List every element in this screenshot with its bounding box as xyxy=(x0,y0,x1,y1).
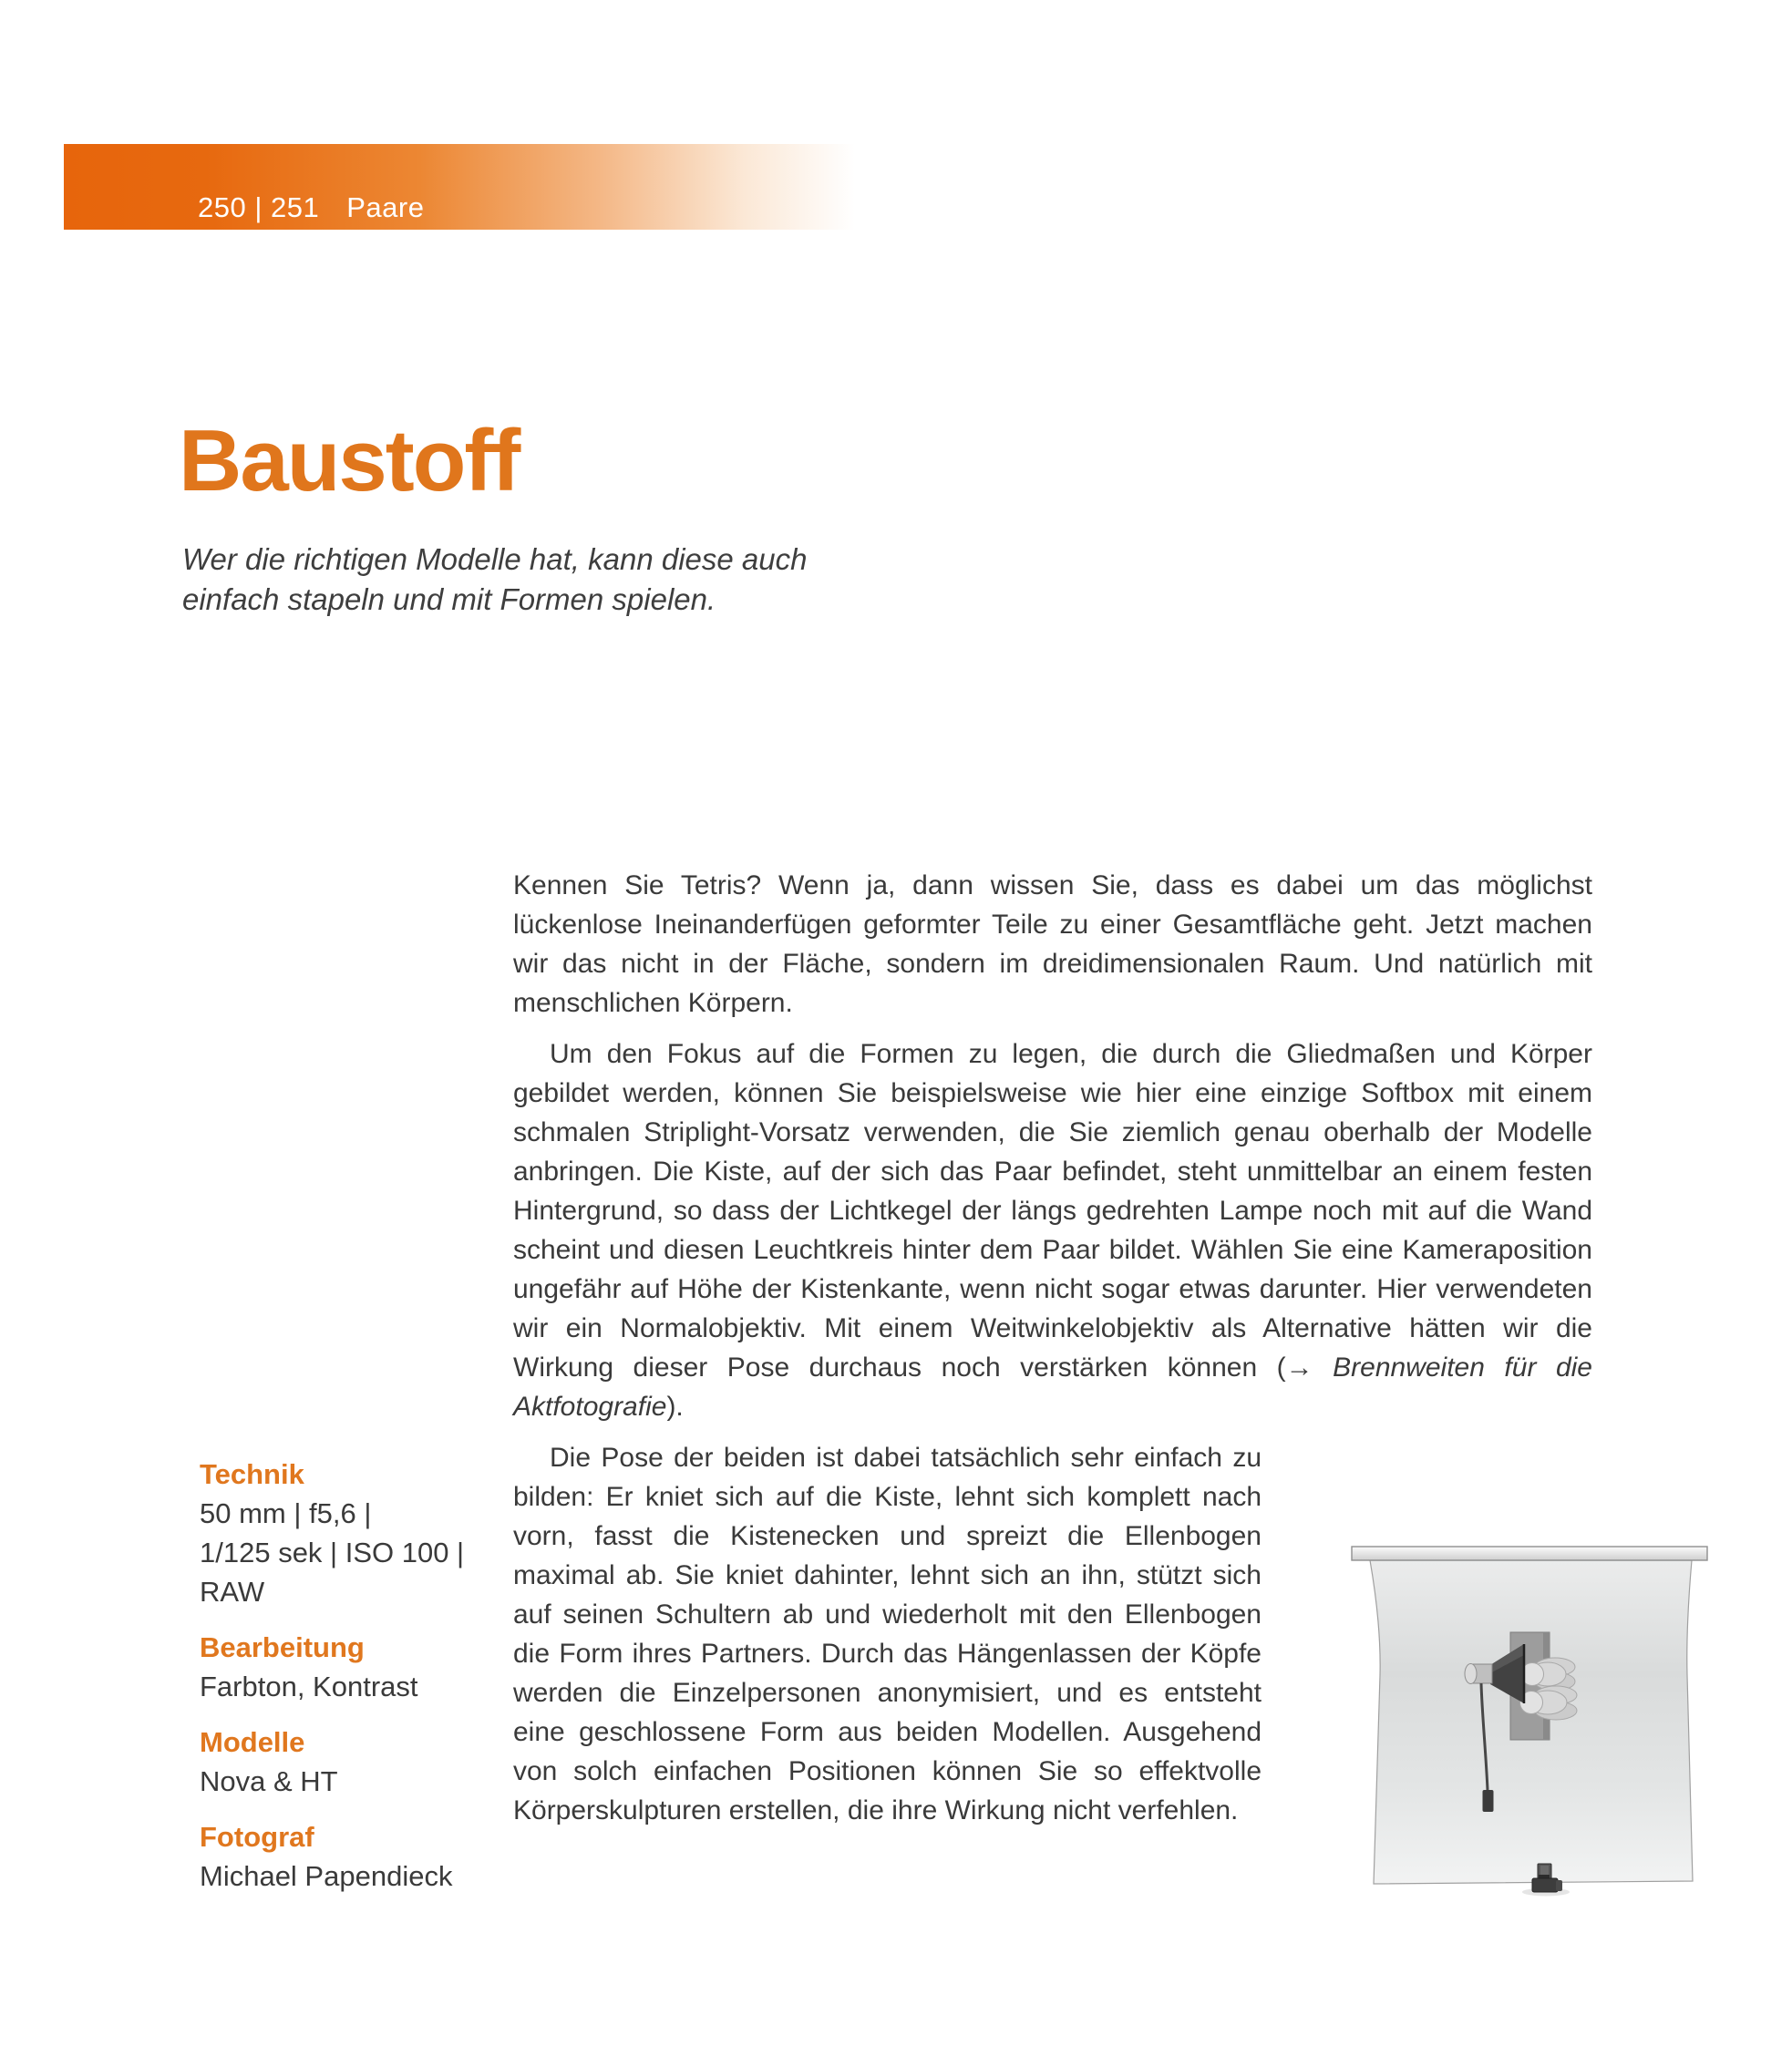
sidebar xyxy=(200,1455,514,1912)
sidebar-label: Technik xyxy=(200,1458,304,1490)
sidebar-value: 50 mm | f5,6 | xyxy=(200,1497,372,1529)
body-column xyxy=(513,866,1592,1924)
sidebar-value: 1/125 sek | ISO 100 | xyxy=(200,1537,465,1568)
sidebar-section-bearbeitung xyxy=(200,1628,514,1706)
subtitle xyxy=(182,540,807,620)
sidebar-value: Farbton, Kontrast xyxy=(200,1671,418,1702)
sidebar-section-modelle xyxy=(200,1722,514,1801)
paragraph-1: Kennen Sie Tetris? Wenn ja, dann wissen Sie, dass es dabei um das möglichst lückenlose Ineinanderfügen geformter Teile zu einer Gesamtfläche geht. Jetzt machen wir das nicht in der Fläche, sondern im dreidimensionalen Raum. Und natürlich mit menschlichen Körpern. xyxy=(513,870,1592,1018)
header-bar xyxy=(64,144,855,230)
page-title: Baustoff xyxy=(179,412,520,509)
paragraph-2-end: ). xyxy=(666,1392,684,1422)
paragraph-3-text: Die Pose der beiden ist dabei tatsächlich sehr einfach zu bilden: Er kniet sich auf die Kiste, lehnt sich komplett nach vorn, fasst die Kistenecken und spreizt die Ellenbogen maximal ab. Sie kniet dahinter, lehnt sich an ihn, stützt sich auf seinen Schultern ab und wiederholt mit den Ellenbogen die Form ihres Partners. Durch das Hängenlassen der Köpfe werden die Einzelpersonen anonymisiert, und es entsteht eine geschlossene Form aus beiden Modellen. Ausgehend von solch einfachen Positionen können Sie so effektvolle Körperskulpturen erstellen, die ihre Wirkung nicht verfehlen. xyxy=(513,1443,1262,1825)
paragraph-3 xyxy=(513,1438,1592,1830)
cross-reference: Brennweiten für die Aktfotografie xyxy=(513,1352,1592,1422)
camera-body xyxy=(1532,1878,1558,1892)
paragraph-2-text: Um den Fokus auf die Formen zu legen, die durch die Gliedmaßen und Körper gebildet werden, können Sie beispielsweise wie hier eine einzige Softbox mit einem schmalen Striplight-Vorsatz verwenden, die Sie ziemlich genau oberhalb der Modelle anbringen. Die Kiste, auf der sich das Paar befindet, steht unmittelbar an einem festen Hintergrund, so dass der Lichtkegel der längs gedrehten Lampe noch mit auf die Wand scheint und diesen Leuchtkreis hinter dem Paar bildet. Wählen Sie eine Kameraposition ungefähr auf Höhe der Kistenkante, wenn nicht sogar etwas darunter. Hier verwendeten wir ein Normalobjektiv. Mit einem Weitwinkelobjektiv als Alternative hätten wir die Wirkung dieser Pose durchaus noch verstärken können (→ xyxy=(513,1039,1592,1383)
lighting-setup-diagram xyxy=(1285,1518,1723,1924)
sidebar-label: Bearbeitung xyxy=(200,1631,365,1663)
cable-plug xyxy=(1483,1790,1494,1812)
sidebar-label: Fotograf xyxy=(200,1821,314,1853)
section-label: Paare xyxy=(346,191,425,223)
subtitle-line: Wer die richtigen Modelle hat, kann diese auch xyxy=(182,542,808,576)
sidebar-value: Michael Papendieck xyxy=(200,1860,453,1892)
sidebar-section-fotograf xyxy=(200,1817,514,1896)
subtitle-line: einfach stapeln und mit Formen spielen. xyxy=(182,582,716,616)
page-numbers: 250 | 251 xyxy=(198,191,320,223)
backdrop-rail xyxy=(1352,1547,1707,1560)
sidebar-label: Modelle xyxy=(200,1726,305,1758)
sidebar-section-technik xyxy=(200,1455,514,1611)
sidebar-value: RAW xyxy=(200,1576,265,1608)
header-text xyxy=(64,144,855,221)
sidebar-value: Nova & HT xyxy=(200,1765,338,1797)
paragraph-2 xyxy=(513,1034,1592,1426)
